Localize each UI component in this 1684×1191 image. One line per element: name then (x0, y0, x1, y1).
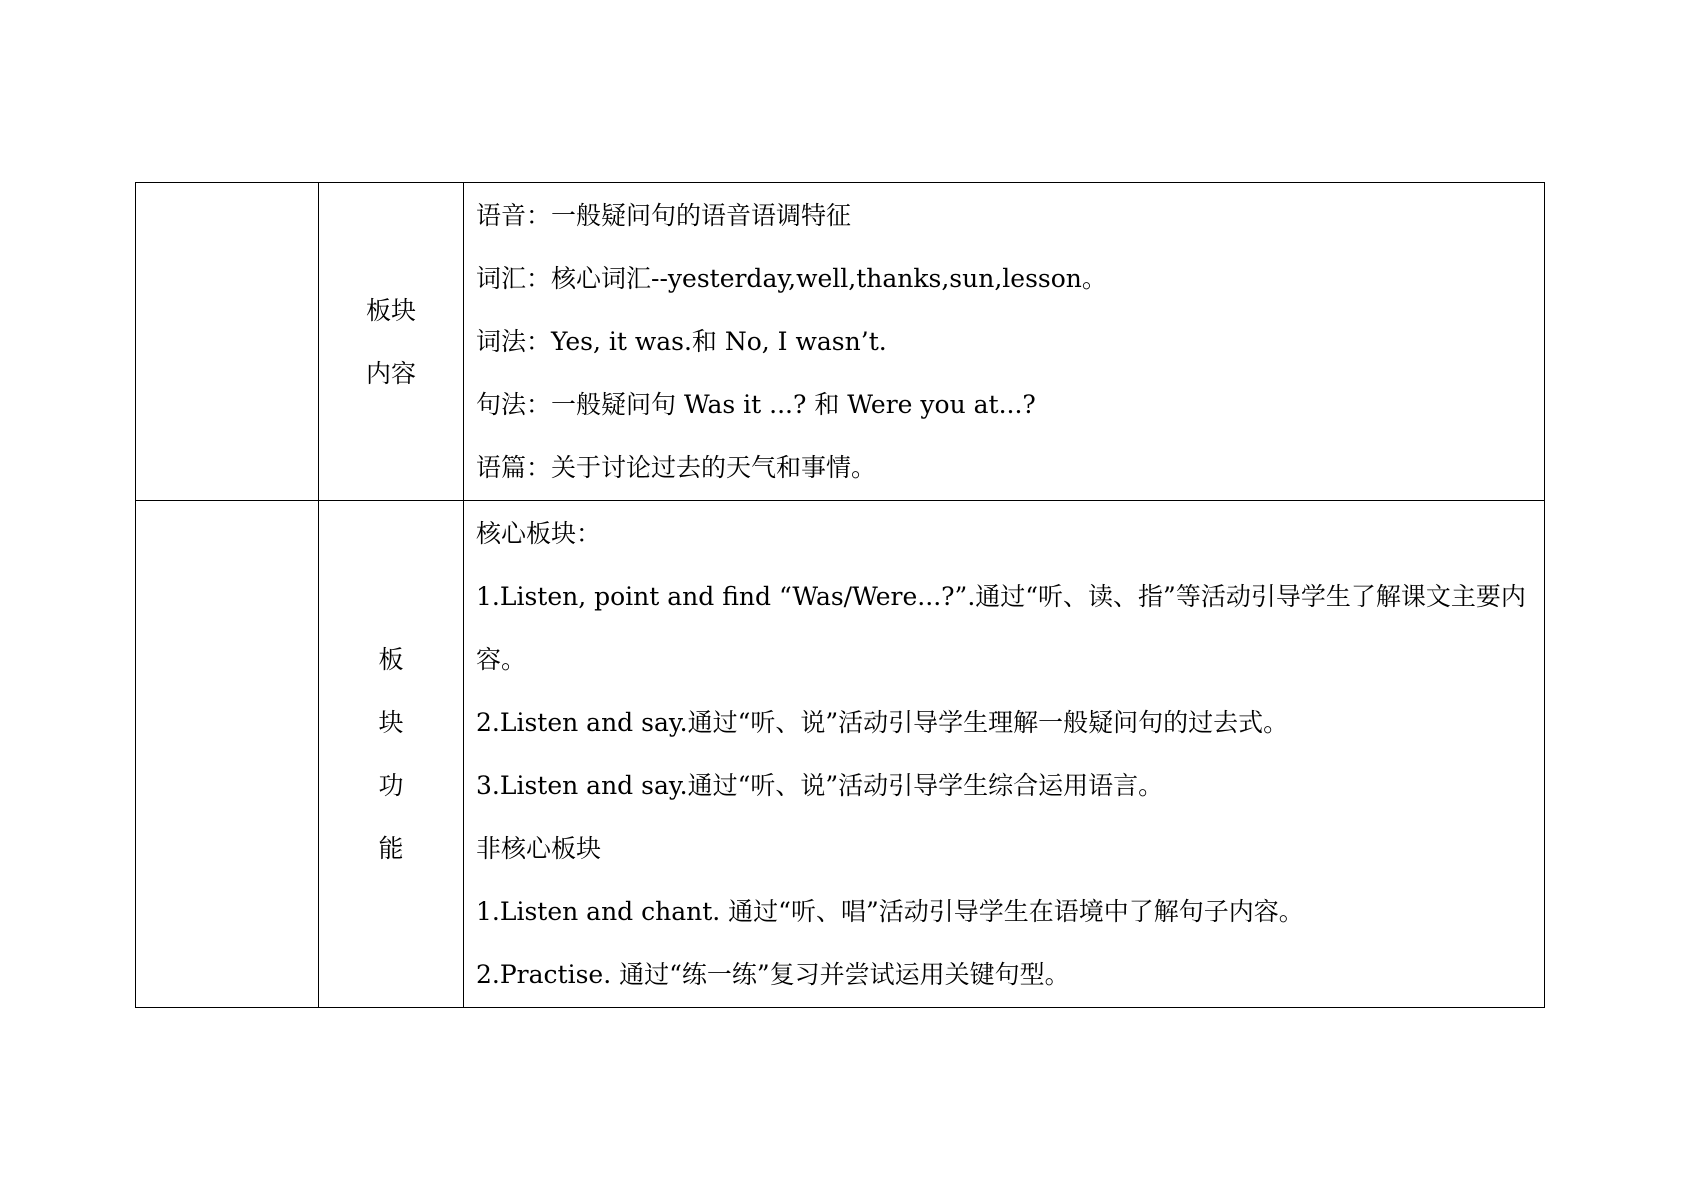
noncore-item: 2.Practise. 通过“练一练”复习并尝试运用关键句型。 (476, 960, 1070, 989)
noncore-heading: 非核心板块 (476, 834, 602, 863)
label-line: 板块 (365, 295, 416, 325)
table-row-content (136, 183, 1545, 501)
label-line: 功 (378, 771, 404, 800)
core-item: 3.Listen and say.通过“听、说”活动引导学生综合运用语言。 (476, 771, 1164, 800)
table-row-function (136, 501, 1545, 1008)
label-cell-content (319, 183, 464, 501)
content-item-morphology: 词法：Yes, it was.和 No, I wasn’t. (476, 327, 887, 356)
label-line: 板 (378, 645, 404, 674)
content-item-vocabulary: 词汇：核心词汇--yesterday,well,thanks,sun,lesson。 (476, 264, 1107, 293)
core-item: 1.Listen, point and find “Was/Were...?”.通过“听、读、指”等活动引导学生了解课文主要内容。 (476, 582, 1526, 674)
empty-cell (136, 183, 319, 501)
label-cell-function (319, 501, 464, 1008)
label-line: 能 (378, 834, 404, 863)
empty-cell (136, 501, 319, 1008)
core-heading: 核心板块： (476, 519, 602, 548)
content-item-phonetics: 语音：一般疑问句的语音语调特征 (476, 201, 852, 230)
content-item-discourse: 语篇：关于讨论过去的天气和事情。 (476, 453, 877, 482)
noncore-item: 1.Listen and chant. 通过“听、唱”活动引导学生在语境中了解句子内容。 (476, 897, 1304, 926)
content-cell (464, 183, 1545, 501)
label-line: 内容 (365, 358, 416, 388)
function-cell (464, 501, 1545, 1008)
content-item-syntax: 句法：一般疑问句 Was it ...? 和 Were you at...? (476, 390, 1036, 419)
lesson-table (135, 182, 1545, 1008)
label-line: 块 (378, 708, 404, 737)
core-item: 2.Listen and say.通过“听、说”活动引导学生理解一般疑问句的过去式。 (476, 708, 1289, 737)
